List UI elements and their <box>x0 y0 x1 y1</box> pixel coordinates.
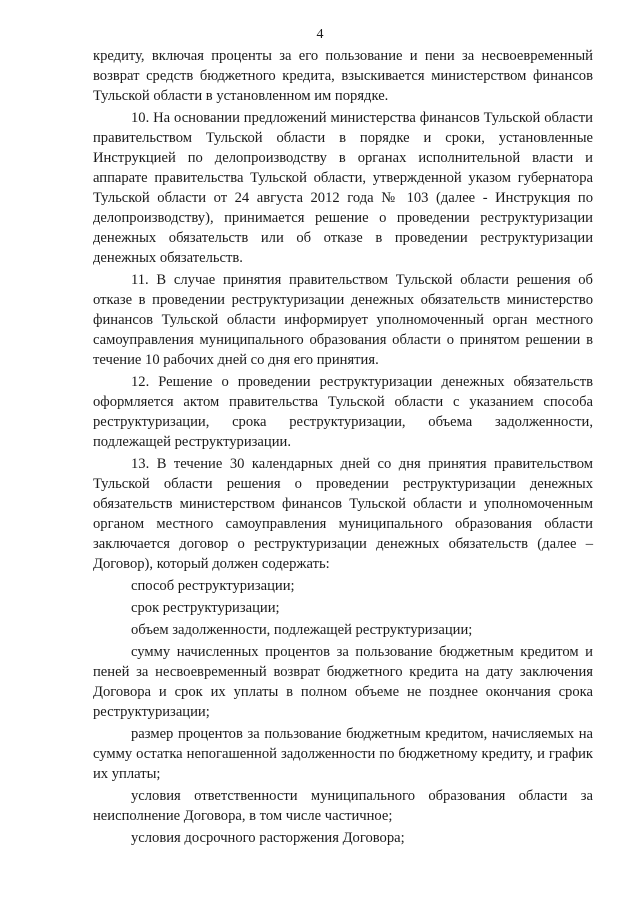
paragraph-12: 12. Решение о проведении реструктуризации денежных обязательств оформляется актом правительства Тульской области с указанием способа реструктуризации, срока реструктуризации, объема задолженности, подлежащей реструктуризации. <box>93 374 593 450</box>
paragraph-10: 10. На основании предложений министерства финансов Тульской области правительством Тульской области в порядке и сроки, установленные Инструкцией по делопроизводству в органах исполнительной власти и аппарате правительства Тульской области, утвержденной указом губернатора Тульской области от 24 августа 2012 года № 103 (далее - Инструкция по делопроизводству), принимается решение о проведении реструктуризации денежных обязательств или об отказе в проведении реструктуризации денежных обязательств. <box>93 110 593 266</box>
paragraph-11: 11. В случае принятия правительством Тульской области решения об отказе в проведении реструктуризации денежных обязательств министерство финансов Тульской области информирует уполномоченный орган местного самоуправления муниципального образования области о принятом решении в течение 10 рабочих дней со дня его принятия. <box>93 272 593 368</box>
list-item: условия досрочного расторжения Договора; <box>131 830 405 846</box>
page-number: 4 <box>316 27 324 42</box>
list-item: способ реструктуризации; <box>131 578 295 594</box>
list-item: условия ответственности муниципального образования области за неисполнение Договора, в том числе частичное; <box>93 788 593 824</box>
list-item: размер процентов за пользование бюджетным кредитом, начисляемых на сумму остатка непогашенной задолженности по бюджетному кредиту, и график их уплаты; <box>93 726 593 782</box>
document-body <box>93 46 593 848</box>
list-item: срок реструктуризации; <box>131 600 280 616</box>
paragraph-13: 13. В течение 30 календарных дней со дня принятия правительством Тульской области решения о проведении реструктуризации денежных обязательств министерством финансов Тульской области и уполномоченным органом местного самоуправления муниципального образования области заключается договор о реструктуризации денежных обязательств (далее – Договор), который должен содержать: <box>93 456 593 572</box>
list-item: сумму начисленных процентов за пользование бюджетным кредитом и пеней за несвоевременный возврат бюджетного кредита на дату заключения Договора и срок их уплаты в полном объеме не позднее окончания срока реструктуризации; <box>93 644 593 720</box>
paragraph-continuation: кредиту, включая проценты за его пользование и пени за несвоевременный возврат средств бюджетного кредита, взыскивается министерством финансов Тульской области в установленном им порядке. <box>93 48 593 104</box>
list-item: объем задолженности, подлежащей реструктуризации; <box>131 622 473 638</box>
